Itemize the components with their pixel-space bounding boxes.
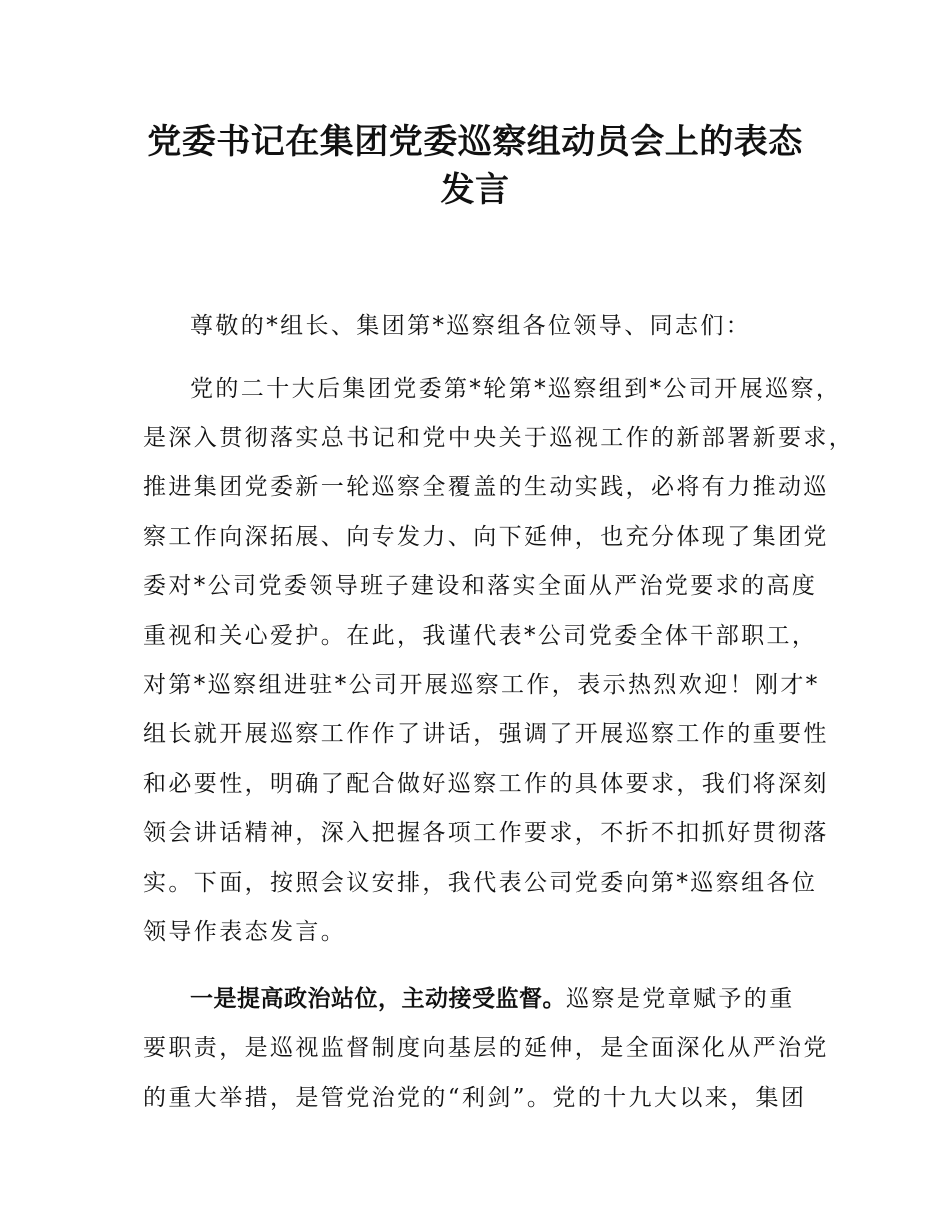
para2-heading: 一是提高政治站位，主动接受监督。 xyxy=(190,986,566,1012)
para1-line: 党的二十大后集团党委第*轮第*巡察组到*公司开展巡察， xyxy=(190,376,842,402)
para2-first-line xyxy=(190,984,795,1014)
title-line-1: 党委书记在集团党委巡察组动员会上的表态 xyxy=(147,122,803,162)
title-line-2: 发言 xyxy=(440,170,510,210)
salutation: 尊敬的*组长、集团第*巡察组各位领导、同志们： xyxy=(190,313,752,339)
para1-line: 领会讲话精神，深入把握各项工作要求，不折不扣抓好贯彻落 xyxy=(143,820,829,846)
para2-first-rest: 巡察是党章赋予的重 xyxy=(566,986,795,1012)
para1-line: 重视和关心爱护。在此，我谨代表*公司党委全体干部职工， xyxy=(143,623,818,649)
para1-line: 和必要性，明确了配合做好巡察工作的具体要求，我们将深刻 xyxy=(143,771,829,797)
para1-line: 组长就开展巡察工作作了讲话，强调了开展巡察工作的重要性 xyxy=(143,721,829,747)
para1-line: 对第*巡察组进驻*公司开展巡察工作，表示热烈欢迎！刚才* xyxy=(143,672,820,698)
para2-line: 的重大举措，是管党治党的“利剑”。党的十九大以来，集团 xyxy=(143,1085,807,1111)
para1-line: 实。下面，按照会议安排，我代表公司党委向第*巡察组各位 xyxy=(143,870,818,896)
para2-line: 要职责，是巡视监督制度向基层的延伸，是全面深化从严治党 xyxy=(143,1035,829,1061)
para1-line: 领导作表态发言。 xyxy=(143,919,347,945)
para1-line: 委对*公司党委领导班子建设和落实全面从严治党要求的高度 xyxy=(143,573,818,599)
document-title xyxy=(0,118,950,214)
para1-line: 察工作向深拓展、向专发力、向下延伸，也充分体现了集团党 xyxy=(143,524,829,550)
para1-line: 推进集团党委新一轮巡察全覆盖的生动实践，必将有力推动巡 xyxy=(143,474,829,500)
para1-line: 是深入贯彻落实总书记和党中央关于巡视工作的新部署新要求， xyxy=(143,425,855,451)
